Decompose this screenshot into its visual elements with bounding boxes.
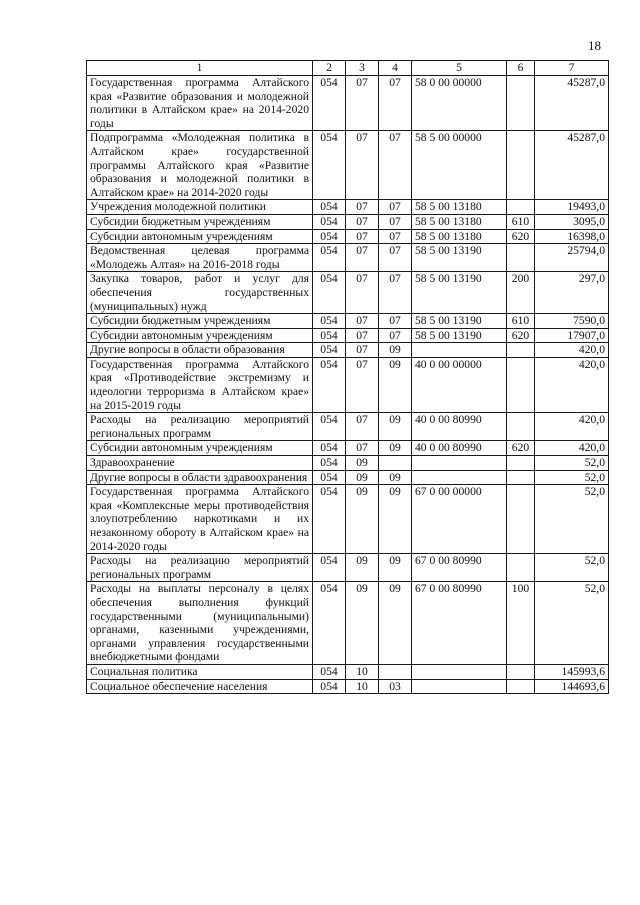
row-name: Социальная политика [87,664,313,679]
section-code: 07 [346,328,379,343]
section-code: 09 [346,582,379,665]
target-item-code: 58 5 00 13180 [412,214,507,229]
column-number-row [87,61,609,76]
section-code: 07 [346,413,379,441]
subsection-code [379,456,412,471]
expense-type-code: 620 [507,229,535,244]
table-row [87,131,609,200]
table-row [87,314,609,329]
row-name: Другие вопросы в области образования [87,343,313,358]
target-item-code [412,456,507,471]
row-name: Другие вопросы в области здравоохранения [87,470,313,485]
subsection-code: 09 [379,343,412,358]
amount: 420,0 [535,357,609,412]
amount: 25794,0 [535,244,609,272]
row-name: Учреждения молодежной политики [87,200,313,215]
target-item-code: 58 5 00 13180 [412,200,507,215]
amount: 52,0 [535,582,609,665]
amount: 52,0 [535,456,609,471]
amount: 145993,6 [535,664,609,679]
section-code: 07 [346,441,379,456]
table-row [87,244,609,272]
subsection-code: 09 [379,582,412,665]
expense-type-code [507,664,535,679]
target-item-code: 58 5 00 13180 [412,229,507,244]
target-item-code: 40 0 00 80990 [412,441,507,456]
ministry-code: 054 [313,200,346,215]
expense-type-code: 610 [507,214,535,229]
row-name: Субсидии бюджетным учреждениям [87,314,313,329]
col-header-5: 5 [412,61,507,76]
subsection-code: 07 [379,272,412,314]
section-code: 07 [346,357,379,412]
section-code: 09 [346,456,379,471]
section-code: 10 [346,679,379,694]
subsection-code: 07 [379,131,412,200]
expense-type-code [507,343,535,358]
ministry-code: 054 [313,357,346,412]
subsection-code: 07 [379,244,412,272]
table-row [87,441,609,456]
ministry-code: 054 [313,314,346,329]
row-name: Ведомственная целевая программа «Молодежь Алтая» на 2016-2018 годы [87,244,313,272]
amount: 3095,0 [535,214,609,229]
amount: 297,0 [535,272,609,314]
target-item-code: 67 0 00 00000 [412,485,507,554]
expense-type-code [507,470,535,485]
ministry-code: 054 [313,485,346,554]
row-name: Социальное обеспечение населения [87,679,313,694]
section-code: 07 [346,343,379,358]
col-header-2: 2 [313,61,346,76]
col-header-7: 7 [535,61,609,76]
expense-type-code [507,679,535,694]
subsection-code [379,664,412,679]
table-row [87,456,609,471]
table-body [87,76,609,694]
subsection-code: 07 [379,314,412,329]
expense-type-code [507,456,535,471]
ministry-code: 054 [313,229,346,244]
table-row [87,470,609,485]
table-row [87,214,609,229]
expense-type-code [507,485,535,554]
expense-type-code [507,76,535,131]
expense-type-code [507,554,535,582]
subsection-code: 09 [379,485,412,554]
ministry-code: 054 [313,664,346,679]
subsection-code: 07 [379,76,412,131]
table-row [87,554,609,582]
target-item-code: 67 0 00 80990 [412,554,507,582]
subsection-code: 09 [379,441,412,456]
expense-type-code [507,131,535,200]
ministry-code: 054 [313,554,346,582]
section-code: 07 [346,214,379,229]
row-name: Расходы на выплаты персоналу в целях обеспечения выполнения функций государственными (муниципальными) органами, казенными учреждениями, органами управления государственными внебюджетными фондами [87,582,313,665]
table-row [87,413,609,441]
expense-type-code: 100 [507,582,535,665]
ministry-code: 054 [313,456,346,471]
expense-type-code [507,413,535,441]
row-name: Государственная программа Алтайского края «Комплексные меры противодействия злоупотреблению наркотиками и их незаконному обороту в Алтайском крае» на 2014-2020 годы [87,485,313,554]
ministry-code: 054 [313,413,346,441]
row-name: Расходы на реализацию мероприятий региональных программ [87,413,313,441]
subsection-code: 09 [379,357,412,412]
table-row [87,76,609,131]
expense-type-code: 620 [507,441,535,456]
target-item-code [412,664,507,679]
target-item-code: 40 0 00 80990 [412,413,507,441]
subsection-code: 09 [379,470,412,485]
table-row [87,200,609,215]
table-row [87,272,609,314]
expense-type-code: 620 [507,328,535,343]
table-row [87,664,609,679]
amount: 19493,0 [535,200,609,215]
amount: 45287,0 [535,76,609,131]
target-item-code [412,470,507,485]
expense-type-code [507,200,535,215]
table-row [87,328,609,343]
section-code: 09 [346,485,379,554]
section-code: 07 [346,229,379,244]
subsection-code: 09 [379,413,412,441]
ministry-code: 054 [313,131,346,200]
amount: 45287,0 [535,131,609,200]
amount: 52,0 [535,470,609,485]
col-header-3: 3 [346,61,379,76]
budget-table [86,60,609,694]
target-item-code: 58 5 00 13190 [412,272,507,314]
ministry-code: 054 [313,244,346,272]
subsection-code: 03 [379,679,412,694]
col-header-6: 6 [507,61,535,76]
row-name: Государственная программа Алтайского края «Развитие образования и молодежной политики в Алтайском крае» на 2014-2020 годы [87,76,313,131]
expense-type-code: 610 [507,314,535,329]
section-code: 07 [346,131,379,200]
section-code: 07 [346,200,379,215]
amount: 7590,0 [535,314,609,329]
ministry-code: 054 [313,470,346,485]
target-item-code: 58 5 00 00000 [412,131,507,200]
target-item-code [412,679,507,694]
section-code: 07 [346,244,379,272]
amount: 17907,0 [535,328,609,343]
table-row [87,357,609,412]
target-item-code [412,343,507,358]
col-header-4: 4 [379,61,412,76]
ministry-code: 054 [313,679,346,694]
target-item-code: 58 5 00 13190 [412,328,507,343]
section-code: 10 [346,664,379,679]
ministry-code: 054 [313,272,346,314]
expense-type-code [507,357,535,412]
table-row [87,582,609,665]
subsection-code: 07 [379,229,412,244]
expense-type-code [507,244,535,272]
table-row [87,343,609,358]
amount: 52,0 [535,485,609,554]
page-number: 18 [588,38,601,53]
ministry-code: 054 [313,343,346,358]
expense-type-code: 200 [507,272,535,314]
section-code: 07 [346,272,379,314]
ministry-code: 054 [313,328,346,343]
row-name: Расходы на реализацию мероприятий региональных программ [87,554,313,582]
section-code: 09 [346,470,379,485]
subsection-code: 07 [379,200,412,215]
section-code: 09 [346,554,379,582]
ministry-code: 054 [313,441,346,456]
row-name: Субсидии автономным учреждениям [87,441,313,456]
row-name: Подпрограмма «Молодежная политика в Алтайском крае» государственной программы Алтайского края «Развитие образования и молодежной политики в Алтайском крае» на 2014-2020 годы [87,131,313,200]
amount: 420,0 [535,441,609,456]
table-row [87,679,609,694]
row-name: Субсидии автономным учреждениям [87,229,313,244]
row-name: Государственная программа Алтайского края «Противодействие экстремизму и идеологии терроризма в Алтайском крае» на 2015-2019 годы [87,357,313,412]
row-name: Субсидии бюджетным учреждениям [87,214,313,229]
target-item-code: 67 0 00 80990 [412,582,507,665]
ministry-code: 054 [313,582,346,665]
row-name: Здравоохранение [87,456,313,471]
subsection-code: 07 [379,328,412,343]
amount: 420,0 [535,343,609,358]
section-code: 07 [346,76,379,131]
row-name: Закупка товаров, работ и услуг для обеспечения государственных (муниципальных) нужд [87,272,313,314]
amount: 144693,6 [535,679,609,694]
ministry-code: 054 [313,214,346,229]
col-header-1: 1 [87,61,313,76]
subsection-code: 09 [379,554,412,582]
subsection-code: 07 [379,214,412,229]
amount: 420,0 [535,413,609,441]
target-item-code: 58 5 00 13190 [412,244,507,272]
amount: 16398,0 [535,229,609,244]
target-item-code: 58 5 00 13190 [412,314,507,329]
ministry-code: 054 [313,76,346,131]
row-name: Субсидии автономным учреждениям [87,328,313,343]
target-item-code: 58 0 00 00000 [412,76,507,131]
target-item-code: 40 0 00 00000 [412,357,507,412]
table-row [87,485,609,554]
amount: 52,0 [535,554,609,582]
table-row [87,229,609,244]
section-code: 07 [346,314,379,329]
